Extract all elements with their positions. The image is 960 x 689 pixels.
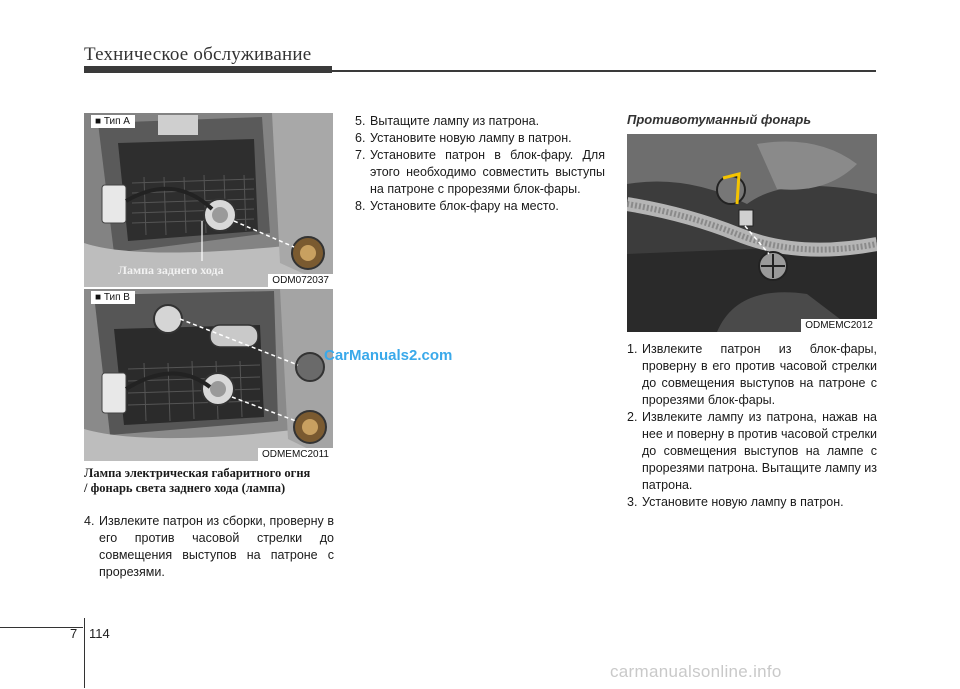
step-5 <box>355 113 605 130</box>
step-text: Установите новую лампу в патрон. <box>370 131 572 145</box>
photo-type-a-illustration <box>84 113 333 287</box>
step-4 <box>84 513 334 581</box>
photo-fog-lamp-illustration <box>627 134 877 332</box>
step-number: 7. <box>355 148 366 162</box>
photo-type-b <box>84 289 333 461</box>
photo-type-b-illustration <box>84 289 333 461</box>
step-2 <box>627 409 877 494</box>
step-text: Установите новую лампу в патрон. <box>642 495 844 509</box>
photo-fog-lamp <box>627 134 877 332</box>
footer-section-number: 7 <box>70 626 78 641</box>
step-number: 8. <box>355 199 366 213</box>
step-text: Извлеките патрон из блок-фары, проверну в его против часовой стрелки до совмещения выступов на патроне с прорезями блок-фары. <box>642 342 877 407</box>
page-header-title: Техническое обслуживание <box>84 44 312 65</box>
header-rule-thick <box>84 66 332 73</box>
step-text: Извлеките лампу из патрона, нажав на нее и поверну в против часовой стрелки до совмещения выступов на лампе с прорезями патрона. Вытащите лампу из патрона. <box>642 410 877 492</box>
step-number: 2. <box>627 410 638 424</box>
right-step-list <box>627 341 877 511</box>
photo-type-a <box>84 113 333 287</box>
site-watermark: carmanualsonline.info <box>610 662 782 681</box>
type-a-tag: ■ Тип A <box>91 115 135 128</box>
left-step-list <box>84 513 334 581</box>
left-section-heading: Лампа электрическая габаритного огня / фонарь света заднего хода (лампа) <box>84 466 311 495</box>
step-1 <box>627 341 877 409</box>
step-number: 1. <box>627 342 638 356</box>
fog-lamp-section-title: Противотуманный фонарь <box>627 112 812 127</box>
step-6 <box>355 130 605 147</box>
step-number: 6. <box>355 131 366 145</box>
header-rule-thin <box>332 70 876 72</box>
step-7 <box>355 147 605 198</box>
footer-page-number: 114 <box>89 626 110 641</box>
backup-lamp-label: Лампа заднего хода <box>118 263 224 277</box>
step-3 <box>627 494 877 511</box>
type-b-code: ODMEMC2011 <box>258 448 333 461</box>
step-text: Вытащите лампу из патрона. <box>370 114 540 128</box>
fog-lamp-code: ODMEMC2012 <box>801 319 877 332</box>
carmanuals-watermark: CarManuals2.com <box>324 347 453 364</box>
middle-step-list <box>355 113 605 215</box>
footer-divider <box>84 618 85 688</box>
step-number: 4. <box>84 514 95 528</box>
step-8 <box>355 198 605 215</box>
step-text: Установите патрон в блок-фару. Для этого необходимо совместить выступы на патроне с прорезями блок-фары. <box>370 148 605 196</box>
step-text: Извлеките патрон из сборки, проверну в его против часовой стрелки до совмещения выступов на патроне с прорезями. <box>99 514 334 579</box>
step-text: Установите блок-фару на место. <box>370 199 559 213</box>
type-b-tag: ■ Тип B <box>91 291 135 304</box>
type-a-code: ODM072037 <box>268 274 333 287</box>
step-number: 5. <box>355 114 366 128</box>
step-number: 3. <box>627 495 638 509</box>
